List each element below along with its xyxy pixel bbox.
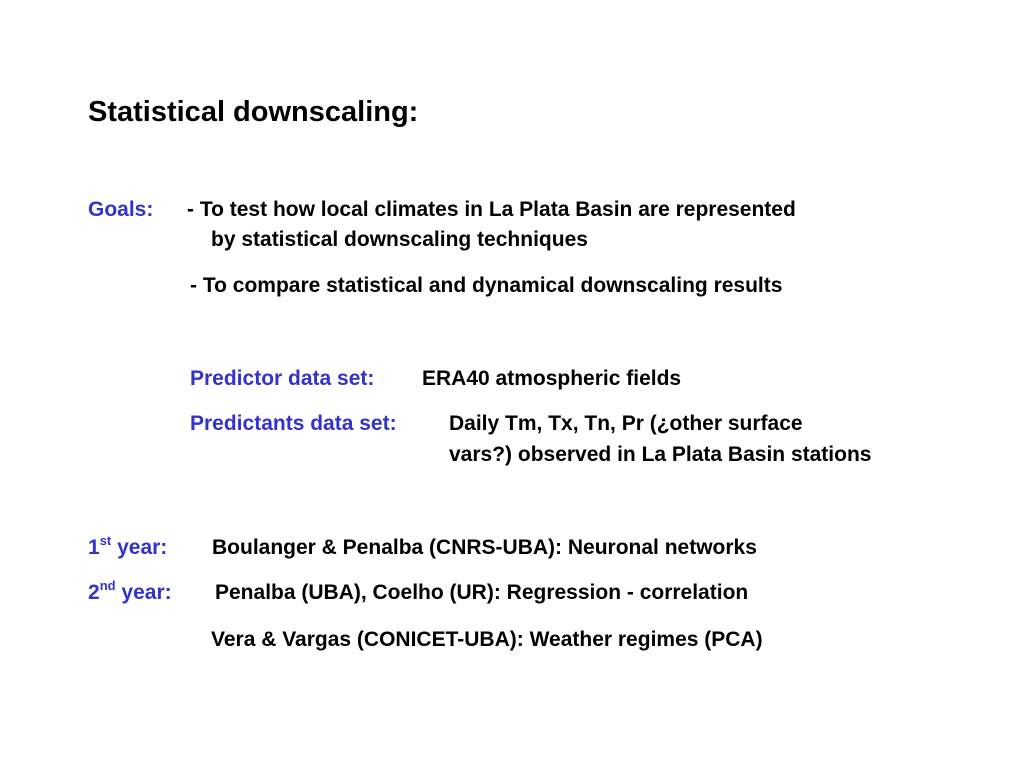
predictants-label: Predictants data set: [190,412,397,435]
goals-label: Goals: [88,198,154,221]
year-2-text-line-2: Vera & Vargas (CONICET-UBA): Weather regimes (PCA) [211,628,763,651]
year-2-ordinal: nd [99,578,116,593]
goal-1-line-2: by statistical downscaling techniques [211,228,588,251]
year-2-text-line-1: Penalba (UBA), Coelho (UR): Regression - correlation [215,581,749,604]
year-1-text: Boulanger & Penalba (CNRS-UBA): Neuronal networks [212,536,757,559]
slide-title: Statistical downscaling: [88,96,419,128]
predictants-value-line-2: vars?) observed in La Plata Basin stations [449,443,872,466]
year-2-number: 2 [88,581,100,604]
predictor-label: Predictor data set: [190,367,375,390]
year-1-label [88,535,167,561]
goal-1-line-1: - To test how local climates in La Plata Basin are represented [187,198,796,221]
year-2-label [88,580,172,606]
predictants-value-line-1: Daily Tm, Tx, Tn, Pr (¿other surface [449,412,803,435]
goal-2: - To compare statistical and dynamical downscaling results [190,274,783,297]
year-1-ordinal: st [99,533,112,548]
year-1-word: year: [117,536,168,559]
year-1-number: 1 [88,536,100,559]
predictor-value: ERA40 atmospheric fields [422,367,682,390]
year-2-word: year: [121,581,172,604]
